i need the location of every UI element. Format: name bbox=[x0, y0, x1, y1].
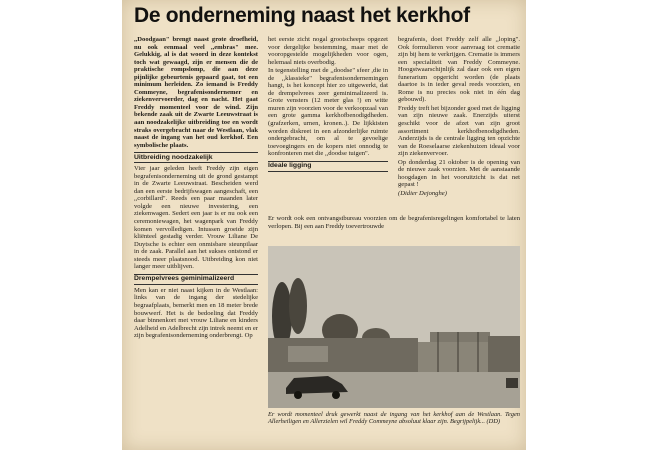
article-headline: De onderneming naast het kerkhof bbox=[134, 4, 470, 27]
column1-paragraph-2: Men kan er niet naast kijken in de Westlaan: links van de ingang der stedelijke begraafplaats, bemerkt men en 18 meter brede bouwwerf. Het is de bedoeling dat Freddy daar binnenkort met vrouw Liliane en kinders Adelheid en Adelbrecht zijn intrek neemt en er zijn begrafenisonderneming onderbrengt. Op bbox=[134, 286, 258, 340]
column3-paragraph-3: Op donderdag 21 oktober is de opening van de nieuwe zaak voorzien. Met de aanstaande hoogdagen in het vooruitzicht is dat net gepast ! bbox=[398, 158, 520, 189]
article-photo bbox=[268, 246, 520, 408]
car-right bbox=[506, 378, 518, 388]
subheading-uitbreiding: Uitbreiding noodzakelijk bbox=[134, 152, 258, 163]
article-intro: ,,Doodgaan" brengt naast grote droefheid, nu ook eenmaal veel ,,embras" mee. Gelukkig, al is dat woord in deze kontekst toch wat gewaagd, zijn er mensen die de praktische rompslomp, die aan deze pijnlijke gebeurtenis gepaard gaat, tot een minimum herleiden. Zo iemand is Freddy Commeyne, begrafenisondernemer en ziekenvervoerder, dag en nacht. Het gaat Freddy momenteel voor de wind. Zijn bekende zaak uit de Zwarte Leeuwstraat is aan noodzakelijke uitbreiding toe en wordt straks overgebracht naar de Westlaan, vlak naast de ingang van het oud kerkhof. Een symbolische plaats. bbox=[134, 36, 258, 149]
subheading-ideale-ligging: Ideale ligging bbox=[268, 161, 388, 172]
column3-paragraph-2: Freddy treft het bijzonder goed met de ligging van zijn nieuwe zaak. Enerzijds uiterst geschikt voor de afzet van zijn groot assortiment kerkhofbenodigdheden. Anderzijds is de centrale ligging ten opzichte van de Roeselaarse ziekenhuizen ideaal voor zijn ziekenvervoer. bbox=[398, 104, 520, 158]
column2-paragraph-1: het eerste zicht nogal grootscheeps opgezet voor dergelijke bestemming, maar met de vooropgestelde mogelijkheden voor ogen, helemaal niets overbodig. bbox=[268, 36, 388, 66]
wide-text-block: Er wordt ook een ontvangstbureau voorzien om de begrafenisregelingen komfortabel te laten verlopen. Bij een aan Freddy toevertrouwde bbox=[268, 215, 520, 230]
tree-left-2 bbox=[289, 278, 307, 334]
author-signature: (Didier Dejonghe) bbox=[398, 189, 447, 197]
column2-paragraph-2: In tegenstelling met de ,,doodse" sfeer ,die in de ,,klassieke" begrafenisondernemingen hangt, is het koncept hier zo uitgewerkt, dat de drempelvrees zeer geminimalizeerd is. Grote vensters (12 meter glas !) en witte muren zijn voorzien voor de verkoopzaal van een grote gamma kerkhofbenodigdheden. (grafzerken, urnen, kronen..). De lijkkisten worden diskreet in een afzonderlijke ruimte ondergebracht, om al te gevoelige toevoegingers en de kopers niet onnodig te konfronteren met die ,,doodse tuigen". bbox=[268, 67, 388, 158]
building-right bbox=[488, 336, 520, 372]
construction-site-photo bbox=[268, 246, 520, 408]
column3-paragraph-1: begrafenis, doet Freddy zelf alle ,,loping". Ook formulieren voor aanvraag tot crematie zijn bij hem te verkrijgen. Crematie is immers een specialiteit van Freddy Commeyne. Hoogstwaarschijnlijk zal daar ook een eigen funerarium opgericht worden (de plaats daartoe is in ieder geval reeds voorzien, en Rome is nu precies ook niet in één dag gebouwd). bbox=[398, 36, 520, 104]
article-column-3 bbox=[398, 36, 520, 198]
article-column-1 bbox=[134, 36, 258, 341]
column1-paragraph-1: Vier jaar geleden heeft Freddy zijn eigen begrafenisonderneming uit de grond gestampt in de Zwarte Leeuwstraat. Bescheiden werd dan een eerste bedrijfswagen aangeschaft, een ,,corbillard". Reeds een paar maanden later volgde een nieuwe investering, een ziekenwagen. Sedert een jaar is er nu ook een ceremoniewagen, het wagenpark van Freddy komen vervolledigen. Intussen groeide zijn kliënteel gestadig verder. Vrouw Liliane De Duytsche is echter een onmisbare steunpilaar in de zaak. Parallel aan het sukses ontstond er steeds meer plaatsnood. Uitbreiding kon niet langer meer uitblijven. bbox=[134, 165, 258, 271]
article-column-2 bbox=[268, 36, 388, 174]
newspaper-clipping bbox=[122, 0, 526, 450]
photo-caption: Er wordt momenteel druk gewerkt naast de ingang van het kerkhof aan de Westlaan. Tegen Allerheiligen en Allerzielen wil Freddy Commeyne absoluut klaar zijn. Begrijpelijk... (DD) bbox=[268, 411, 520, 426]
subheading-drempelvrees: Drempelvrees geminimalizeerd bbox=[134, 274, 258, 285]
